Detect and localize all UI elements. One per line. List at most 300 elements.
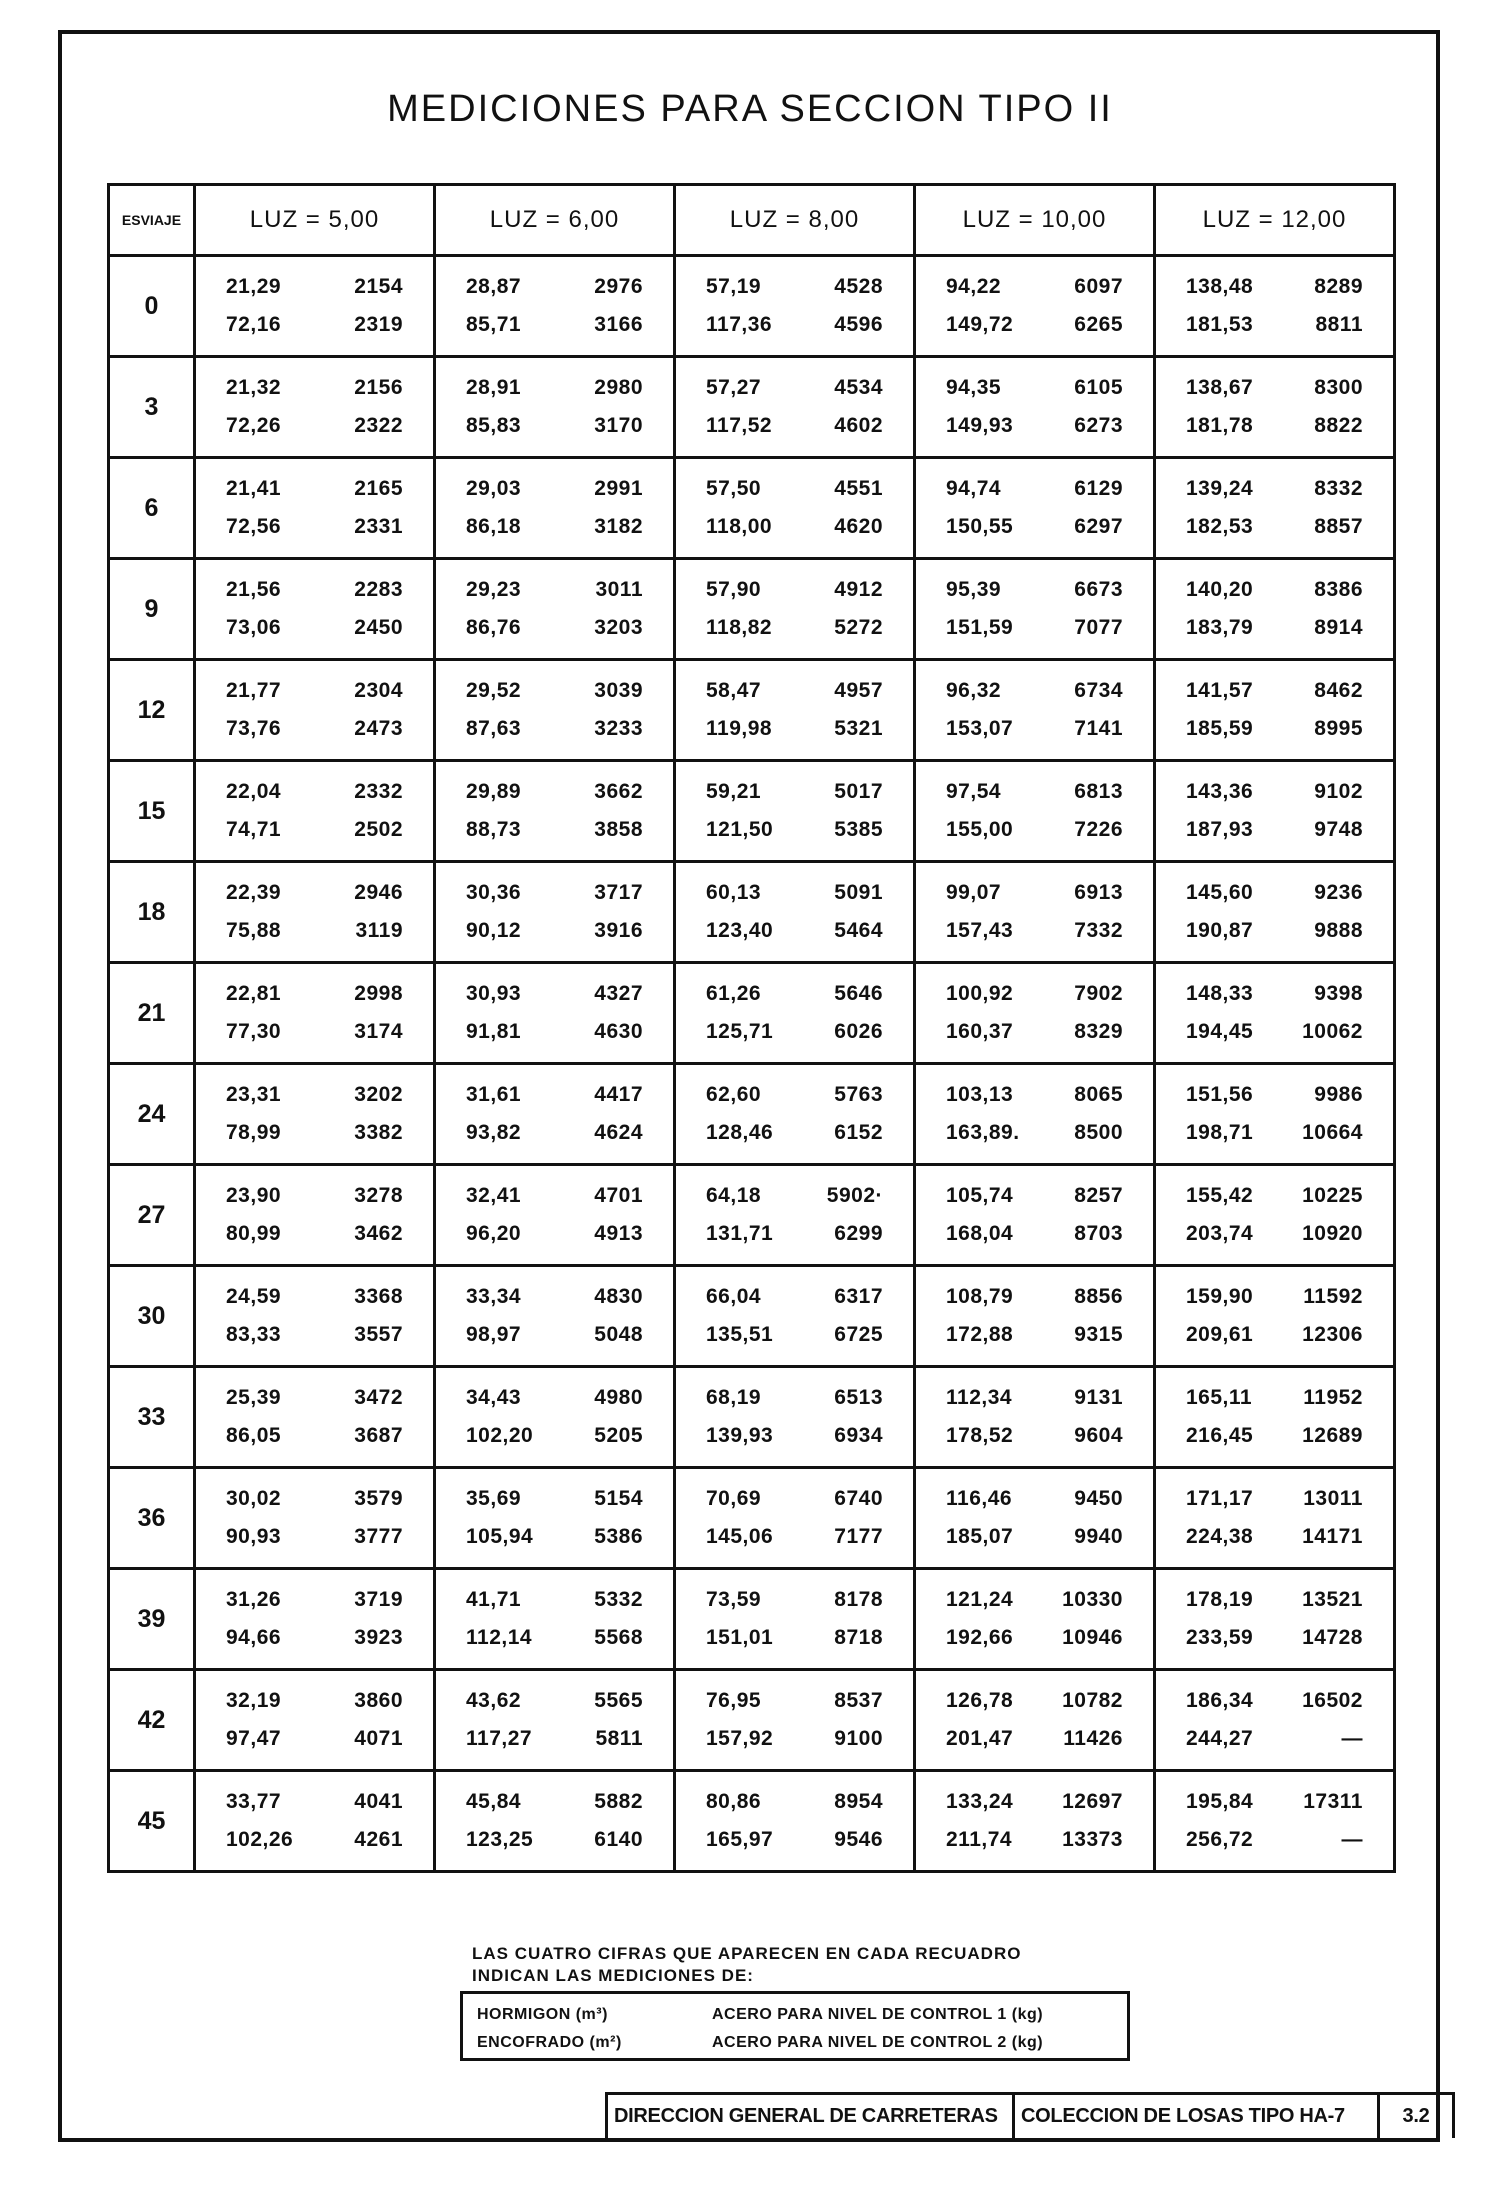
- volume-value: 148,33: [1186, 982, 1254, 1005]
- volume-value: 183,79: [1186, 616, 1254, 639]
- steel-value: 8995: [1314, 717, 1363, 740]
- measurement-line: [196, 1083, 433, 1107]
- measurement-line: [436, 1525, 673, 1549]
- measurement-line: [1156, 1525, 1393, 1549]
- steel-value: 8332: [1314, 477, 1363, 500]
- steel-value: 10225: [1302, 1184, 1363, 1207]
- volume-value: 62,60: [706, 1083, 762, 1106]
- measurement-line: [676, 1083, 913, 1107]
- measurement-cell: [915, 1064, 1155, 1165]
- volume-value: 195,84: [1186, 1790, 1254, 1813]
- volume-value: 30,36: [466, 881, 522, 904]
- measurement-line: [1156, 1323, 1393, 1347]
- steel-value: 11426: [1063, 1727, 1123, 1750]
- steel-value: 2304: [354, 679, 403, 702]
- measurement-line: [436, 1285, 673, 1309]
- volume-value: 171,17: [1186, 1487, 1254, 1510]
- volume-value: 190,87: [1186, 919, 1254, 942]
- steel-value: 6734: [1074, 679, 1123, 702]
- volume-value: 72,16: [226, 313, 282, 336]
- measurement-cell: [675, 1064, 915, 1165]
- steel-value: 4957: [834, 679, 883, 702]
- volume-value: 99,07: [946, 881, 1002, 904]
- steel-value: 13521: [1302, 1588, 1363, 1611]
- volume-value: 139,24: [1186, 477, 1254, 500]
- measurement-cell: [1155, 1266, 1395, 1367]
- volume-value: 90,93: [226, 1525, 282, 1548]
- steel-value: 2154: [354, 275, 403, 298]
- volume-value: 153,07: [946, 717, 1014, 740]
- esviaje-value: 18: [109, 862, 195, 963]
- volume-value: 33,77: [226, 1790, 282, 1813]
- measurement-cell: [195, 256, 435, 357]
- measurement-line: [196, 1626, 433, 1650]
- steel-value: 9131: [1074, 1386, 1123, 1409]
- volume-value: 97,54: [946, 780, 1002, 803]
- measurement-cell: [675, 458, 915, 559]
- volume-value: 29,03: [466, 477, 522, 500]
- volume-value: 256,72: [1186, 1828, 1254, 1851]
- volume-value: 21,41: [226, 477, 282, 500]
- measurement-line: [916, 982, 1153, 1006]
- volume-value: 22,81: [226, 982, 282, 1005]
- volume-value: 29,52: [466, 679, 522, 702]
- measurement-line: [676, 1323, 913, 1347]
- steel-value: 14728: [1302, 1626, 1363, 1649]
- measurement-line: [1156, 1184, 1393, 1208]
- volume-value: 74,71: [226, 818, 282, 841]
- footer-collection: COLECCION DE LOSAS TIPO HA-7: [1015, 2095, 1380, 2138]
- volume-value: 133,24: [946, 1790, 1014, 1813]
- steel-value: 2283: [354, 578, 403, 601]
- measurement-line: [916, 1083, 1153, 1107]
- steel-value: 3170: [594, 414, 643, 437]
- volume-value: 151,01: [706, 1626, 774, 1649]
- measurement-line: [436, 313, 673, 337]
- steel-value: 2473: [354, 717, 403, 740]
- measurement-cell: [1155, 963, 1395, 1064]
- volume-value: 85,83: [466, 414, 522, 437]
- steel-value: 10330: [1062, 1588, 1123, 1611]
- steel-value: 5568: [594, 1626, 643, 1649]
- measurement-cell: [435, 1165, 675, 1266]
- measurement-cell: [195, 1771, 435, 1872]
- steel-value: 8856: [1074, 1285, 1123, 1308]
- volume-value: 135,51: [706, 1323, 774, 1346]
- measurement-line: [1156, 1424, 1393, 1448]
- volume-value: 33,34: [466, 1285, 522, 1308]
- measurement-cell: [195, 1064, 435, 1165]
- steel-value: 4624: [594, 1121, 643, 1144]
- measurement-line: [1156, 275, 1393, 299]
- volume-value: 181,53: [1186, 313, 1254, 336]
- volume-value: 185,59: [1186, 717, 1254, 740]
- steel-value: 3182: [594, 515, 643, 538]
- measurement-cell: [1155, 357, 1395, 458]
- volume-value: 105,74: [946, 1184, 1014, 1207]
- volume-value: 91,81: [466, 1020, 522, 1043]
- measurement-line: [436, 414, 673, 438]
- steel-value: 8857: [1314, 515, 1363, 538]
- steel-value: 3382: [354, 1121, 403, 1144]
- esviaje-value: 42: [109, 1670, 195, 1771]
- steel-value: 5565: [594, 1689, 643, 1712]
- measurement-line: [436, 919, 673, 943]
- volume-value: 86,05: [226, 1424, 282, 1447]
- measurement-line: [916, 1285, 1153, 1309]
- steel-value: 4620: [834, 515, 883, 538]
- steel-value: 3462: [354, 1222, 403, 1245]
- measurement-cell: [195, 458, 435, 559]
- measurement-line: [436, 1121, 673, 1145]
- measurement-line: [196, 1222, 433, 1246]
- measurement-cell: [675, 1468, 915, 1569]
- volume-value: 24,59: [226, 1285, 282, 1308]
- volume-value: 94,22: [946, 275, 1002, 298]
- measurement-line: [436, 1184, 673, 1208]
- table-row: [109, 1670, 1395, 1771]
- measurement-line: [196, 1386, 433, 1410]
- steel-value: 11592: [1303, 1285, 1363, 1308]
- steel-value: 4913: [594, 1222, 643, 1245]
- measurement-line: [676, 1588, 913, 1612]
- measurement-line: [916, 1323, 1153, 1347]
- measurement-cell: [915, 761, 1155, 862]
- measurement-cell: [915, 1670, 1155, 1771]
- measurement-line: [196, 780, 433, 804]
- volume-value: 21,77: [226, 679, 282, 702]
- volume-value: 78,99: [226, 1121, 282, 1144]
- volume-value: 57,50: [706, 477, 762, 500]
- measurement-line: [916, 1626, 1153, 1650]
- table-row: [109, 660, 1395, 761]
- measurement-cell: [195, 862, 435, 963]
- steel-value: 4261: [354, 1828, 403, 1851]
- steel-value: 3119: [355, 919, 403, 942]
- volume-value: 121,50: [706, 818, 774, 841]
- measurement-line: [196, 477, 433, 501]
- legend-caption-line: LAS CUATRO CIFRAS QUE APARECEN EN CADA RECUADRO: [472, 1944, 1022, 1963]
- volume-value: 165,97: [706, 1828, 774, 1851]
- steel-value: 8065: [1074, 1083, 1123, 1106]
- measurement-line: [1156, 578, 1393, 602]
- measurement-line: [916, 780, 1153, 804]
- steel-value: 9748: [1314, 818, 1363, 841]
- measurement-line: [436, 818, 673, 842]
- steel-value: 8300: [1314, 376, 1363, 399]
- measurement-line: [1156, 313, 1393, 337]
- volume-value: 163,89.: [946, 1121, 1020, 1144]
- volume-value: 123,25: [466, 1828, 534, 1851]
- measurement-line: [436, 1727, 673, 1751]
- measurement-line: [196, 1525, 433, 1549]
- volume-value: 43,62: [466, 1689, 522, 1712]
- volume-value: 182,53: [1186, 515, 1254, 538]
- measurement-line: [436, 1626, 673, 1650]
- volume-value: 85,71: [466, 313, 522, 336]
- steel-value: 6265: [1074, 313, 1123, 336]
- steel-value: 6105: [1074, 376, 1123, 399]
- volume-value: 172,88: [946, 1323, 1014, 1346]
- steel-value: 8289: [1314, 275, 1363, 298]
- measurement-cell: [195, 1367, 435, 1468]
- legend-row: [477, 2006, 1117, 2024]
- volume-value: 150,55: [946, 515, 1014, 538]
- measurement-cell: [675, 1771, 915, 1872]
- table-row: [109, 1064, 1395, 1165]
- measurement-line: [916, 515, 1153, 539]
- volume-value: 181,78: [1186, 414, 1254, 437]
- title-block: [605, 2092, 1455, 2138]
- measurement-cell: [675, 1670, 915, 1771]
- volume-value: 131,71: [706, 1222, 774, 1245]
- steel-value: 9102: [1314, 780, 1363, 803]
- steel-value: 2991: [594, 477, 643, 500]
- steel-value: 11952: [1303, 1386, 1363, 1409]
- measurement-cell: [915, 1569, 1155, 1670]
- volume-value: 28,87: [466, 275, 522, 298]
- volume-value: 123,40: [706, 919, 774, 942]
- esviaje-value: 9: [109, 559, 195, 660]
- steel-value: 5386: [594, 1525, 643, 1548]
- measurement-line: [196, 1424, 433, 1448]
- steel-value: 10946: [1062, 1626, 1123, 1649]
- volume-value: 72,56: [226, 515, 282, 538]
- measurement-line: [676, 1121, 913, 1145]
- measurement-cell: [195, 1165, 435, 1266]
- volume-value: 30,93: [466, 982, 522, 1005]
- volume-value: 233,59: [1186, 1626, 1254, 1649]
- steel-value: 4327: [594, 982, 643, 1005]
- steel-value: 9604: [1074, 1424, 1123, 1447]
- measurement-line: [676, 376, 913, 400]
- table-row: [109, 1367, 1395, 1468]
- steel-value: 4701: [594, 1184, 643, 1207]
- measurement-line: [436, 477, 673, 501]
- volume-value: 75,88: [226, 919, 282, 942]
- steel-value: 6273: [1074, 414, 1123, 437]
- steel-value: 4596: [834, 313, 883, 336]
- volume-value: 105,94: [466, 1525, 534, 1548]
- steel-value: 10062: [1302, 1020, 1363, 1043]
- measurement-line: [916, 717, 1153, 741]
- volume-value: 244,27: [1186, 1727, 1254, 1750]
- measurement-cell: [435, 357, 675, 458]
- volume-value: 103,13: [946, 1083, 1014, 1106]
- steel-value: 5646: [834, 982, 883, 1005]
- steel-value: 6152: [834, 1121, 883, 1144]
- measurement-line: [676, 1020, 913, 1044]
- measurement-cell: [435, 660, 675, 761]
- steel-value: 3858: [594, 818, 643, 841]
- steel-value: 4551: [834, 477, 883, 500]
- steel-value: 4830: [594, 1285, 643, 1308]
- measurement-line: [676, 982, 913, 1006]
- steel-value: 8257: [1074, 1184, 1123, 1207]
- measurement-line: [676, 780, 913, 804]
- measurement-line: [676, 1727, 913, 1751]
- steel-value: 5902·: [826, 1184, 883, 1207]
- volume-value: 66,04: [706, 1285, 762, 1308]
- measurement-line: [1156, 818, 1393, 842]
- measurement-line: [916, 1184, 1153, 1208]
- measurement-cell: [435, 1771, 675, 1872]
- esviaje-value: 24: [109, 1064, 195, 1165]
- measurement-cell: [195, 357, 435, 458]
- span-header: LUZ = 8,00: [675, 185, 915, 256]
- steel-value: 4912: [834, 578, 883, 601]
- steel-value: 9546: [834, 1828, 883, 1851]
- legend-caption-line: INDICAN LAS MEDICIONES DE:: [472, 1966, 754, 1985]
- table-row: [109, 963, 1395, 1064]
- volume-value: 165,11: [1186, 1386, 1253, 1409]
- measurement-cell: [435, 1569, 675, 1670]
- measurement-line: [196, 578, 433, 602]
- measurement-cell: [435, 1064, 675, 1165]
- steel-value: 8386: [1314, 578, 1363, 601]
- measurement-line: [916, 1020, 1153, 1044]
- steel-value: 12697: [1062, 1790, 1123, 1813]
- steel-value: 3368: [354, 1285, 403, 1308]
- steel-value: 2998: [354, 982, 403, 1005]
- volume-value: 90,12: [466, 919, 522, 942]
- steel-value: 6129: [1074, 477, 1123, 500]
- footer-page-number: 3.2: [1402, 2105, 1430, 2127]
- volume-value: 119,98: [706, 717, 773, 740]
- volume-value: 95,39: [946, 578, 1002, 601]
- steel-value: 10664: [1302, 1121, 1363, 1144]
- span-header: LUZ = 5,00: [195, 185, 435, 256]
- measurement-cell: [1155, 1771, 1395, 1872]
- volume-value: 22,39: [226, 881, 282, 904]
- steel-value: 7077: [1074, 616, 1123, 639]
- measurement-cell: [435, 1468, 675, 1569]
- steel-value: 10782: [1062, 1689, 1123, 1712]
- volume-value: 83,33: [226, 1323, 282, 1346]
- steel-value: 6140: [594, 1828, 643, 1851]
- steel-value: 8822: [1314, 414, 1363, 437]
- steel-value: 2322: [354, 414, 403, 437]
- measurement-line: [1156, 1020, 1393, 1044]
- measurement-line: [196, 818, 433, 842]
- steel-value: 3777: [354, 1525, 403, 1548]
- steel-value: 3860: [354, 1689, 403, 1712]
- table-row: [109, 1771, 1395, 1872]
- esviaje-value: 6: [109, 458, 195, 559]
- measurement-line: [916, 1386, 1153, 1410]
- measurement-line: [916, 1727, 1153, 1751]
- page-title: MEDICIONES PARA SECCION TIPO II: [387, 88, 1113, 130]
- steel-value: 2156: [354, 376, 403, 399]
- measurement-cell: [1155, 1670, 1395, 1771]
- steel-value: 6673: [1074, 578, 1123, 601]
- measurement-cell: [915, 357, 1155, 458]
- measurement-line: [436, 982, 673, 1006]
- steel-value: 5811: [595, 1727, 643, 1750]
- volume-value: 57,27: [706, 376, 762, 399]
- volume-value: 187,93: [1186, 818, 1254, 841]
- measurement-line: [916, 1424, 1153, 1448]
- steel-value: 2319: [354, 313, 403, 336]
- steel-value: 9236: [1314, 881, 1363, 904]
- measurement-line: [916, 477, 1153, 501]
- volume-value: 141,57: [1186, 679, 1254, 702]
- measurement-cell: [1155, 458, 1395, 559]
- steel-value: 3203: [594, 616, 643, 639]
- steel-value: 3719: [354, 1588, 403, 1611]
- measurement-cell: [1155, 256, 1395, 357]
- legend-formwork: ENCOFRADO (m²): [477, 2034, 622, 2051]
- volume-value: 57,19: [706, 275, 762, 298]
- measurement-cell: [195, 1266, 435, 1367]
- steel-value: 6097: [1074, 275, 1123, 298]
- steel-value: 3202: [354, 1083, 403, 1106]
- steel-value: 3916: [594, 919, 643, 942]
- volume-value: 100,92: [946, 982, 1014, 1005]
- volume-value: 125,71: [706, 1020, 774, 1043]
- esviaje-header: ESVIAJE: [109, 185, 195, 256]
- measurement-line: [436, 1386, 673, 1410]
- measurement-line: [1156, 919, 1393, 943]
- volume-value: 194,45: [1186, 1020, 1254, 1043]
- steel-value: 8178: [834, 1588, 883, 1611]
- measurement-line: [676, 1828, 913, 1852]
- measurement-line: [676, 1222, 913, 1246]
- volume-value: 139,93: [706, 1424, 774, 1447]
- steel-value: 3923: [354, 1626, 403, 1649]
- measurement-cell: [915, 660, 1155, 761]
- measurement-cell: [1155, 660, 1395, 761]
- steel-value: 3233: [594, 717, 643, 740]
- volume-value: 201,47: [946, 1727, 1014, 1750]
- measurement-line: [436, 1323, 673, 1347]
- span-header: LUZ = 12,00: [1155, 185, 1395, 256]
- footer-organization: DIRECCION GENERAL DE CARRETERAS: [608, 2095, 1015, 2138]
- span-header: LUZ = 10,00: [915, 185, 1155, 256]
- measurement-line: [916, 578, 1153, 602]
- volume-value: 126,78: [946, 1689, 1014, 1712]
- steel-value: 13011: [1303, 1487, 1363, 1510]
- steel-value: 7902: [1074, 982, 1123, 1005]
- volume-value: 68,19: [706, 1386, 762, 1409]
- measurement-cell: [915, 458, 1155, 559]
- measurement-line: [916, 414, 1153, 438]
- measurement-line: [1156, 881, 1393, 905]
- measurement-cell: [675, 761, 915, 862]
- measurement-cell: [675, 357, 915, 458]
- volume-value: 155,42: [1186, 1184, 1254, 1207]
- volume-value: 211,74: [946, 1828, 1013, 1851]
- volume-value: 128,46: [706, 1121, 774, 1144]
- measurement-line: [1156, 414, 1393, 438]
- measurement-line: [916, 881, 1153, 905]
- volume-value: 151,59: [946, 616, 1014, 639]
- volume-value: 76,95: [706, 1689, 762, 1712]
- steel-value: 3278: [354, 1184, 403, 1207]
- measurement-line: [196, 275, 433, 299]
- measurement-line: [1156, 1487, 1393, 1511]
- span-header: LUZ = 6,00: [435, 185, 675, 256]
- measurement-cell: [195, 1569, 435, 1670]
- measurement-line: [676, 818, 913, 842]
- measurement-line: [916, 1525, 1153, 1549]
- steel-value: 8811: [1315, 313, 1363, 336]
- steel-value: 4630: [594, 1020, 643, 1043]
- measurement-cell: [195, 1468, 435, 1569]
- volume-value: 59,21: [706, 780, 762, 803]
- steel-value: 5272: [834, 616, 883, 639]
- steel-value: 6026: [834, 1020, 883, 1043]
